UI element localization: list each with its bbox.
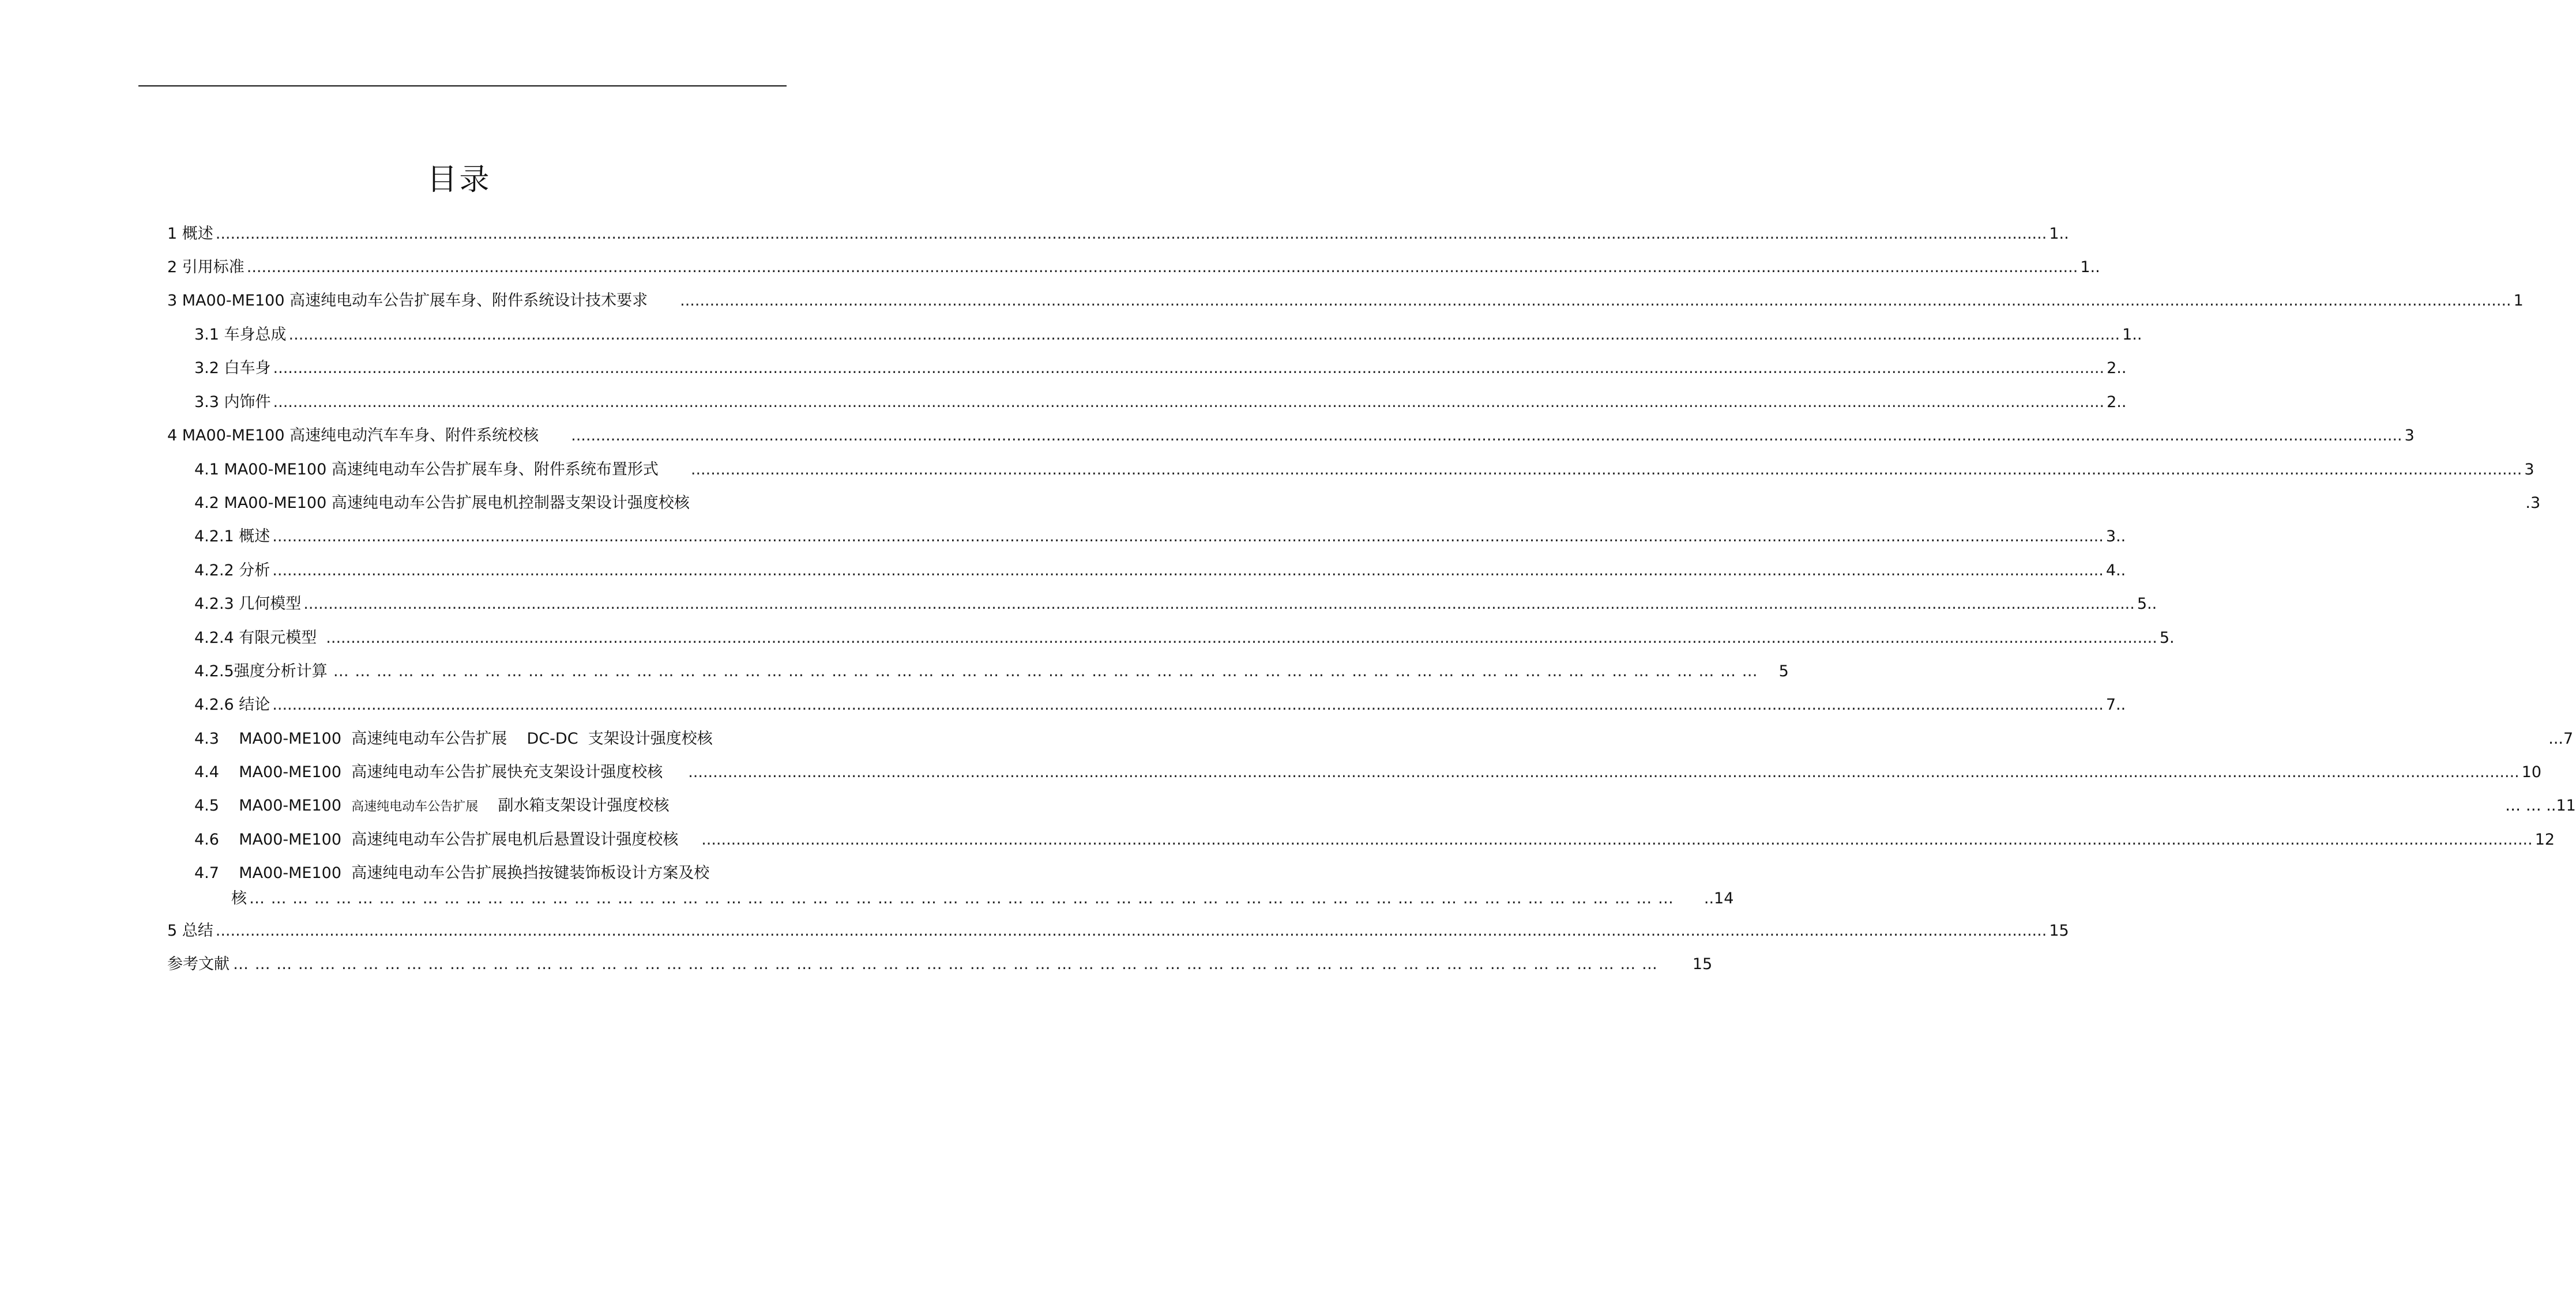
toc-page-number: 1.. [2080, 258, 2100, 276]
toc-page-number: 3 [2404, 427, 2415, 444]
dot-leader: .................................................................................................................................................................................................................................................................................................................................................................................. [215, 922, 2047, 940]
dot-leader: .................................................................................................................................................................................................................................................................................................................................................................................. [688, 763, 2519, 781]
toc-entry-text: 4.7 MA00-ME100 高速纯电动车公告扩展换挡按键装饰板设计方案及校 [194, 864, 710, 882]
toc-entry-4-7[interactable] [0, 862, 1734, 920]
toc-page-number: 5.. [2137, 595, 2157, 613]
toc-page-number: ...7 [2548, 730, 2574, 748]
toc-page-number: 4.. [2105, 562, 2126, 579]
toc-page-number: 15 [1692, 955, 1713, 973]
toc-entry-text: 4.4 MA00-ME100 高速纯电动车公告扩展快充支架设计强度校核 [194, 763, 663, 781]
toc-entry-text: 3.2 白车身 [194, 359, 271, 377]
toc-entry-text: 4.6 MA00-ME100 高速纯电动车公告扩展电机后悬置设计强度校核 [194, 831, 679, 849]
dot-leader: .................................................................................................................................................................................................................................................................................................................................................................................. [701, 831, 2533, 849]
ellipsis-leader: … … … … … … … … … … … … … … … … … … … … … … … … … … … … … … … … … … … … … … … … … … … … … … … … … … … … … … … … … … … … … … … … … … [249, 890, 1674, 907]
toc-entry-2[interactable] [0, 256, 2100, 279]
toc-page-number: 5. [2159, 629, 2175, 647]
dot-leader: .................................................................................................................................................................................................................................................................................................................................................................................. [272, 696, 2104, 714]
toc-page-number: .3 [2525, 494, 2541, 512]
toc-entry-text: 4.2.2 分析 [194, 562, 270, 579]
dot-leader: .................................................................................................................................................................................................................................................................................................................................................................................. [288, 326, 2120, 344]
toc-entry-3-3[interactable] [0, 391, 2127, 414]
toc-entry-4-4[interactable] [0, 761, 2542, 784]
toc-entry-text: 3.3 内饰件 [194, 393, 271, 411]
toc-entry-4-2-1[interactable] [0, 525, 2126, 548]
toc-entry-4-2-3[interactable] [0, 593, 2157, 616]
toc-entry-text: 4.2.6 结论 [194, 696, 270, 714]
toc-entry-text: 4.2.1 概述 [194, 527, 270, 545]
dot-leader: .................................................................................................................................................................................................................................................................................................................................................................................. [690, 461, 2522, 478]
dot-leader: .................................................................................................................................................................................................................................................................................................................................................................................. [303, 595, 2135, 613]
dot-leader: .................................................................................................................................................................................................................................................................................................................................................................................. [272, 527, 2104, 545]
toc-entry-4[interactable] [0, 424, 2415, 447]
toc-entry-5[interactable] [0, 920, 2069, 943]
toc-page-number: ..14 [1703, 890, 1734, 907]
ellipsis-leader: … … … … … … … … … … … … … … … … … … … … … … … … … … … … … … … … … … … … … … … … … … … … … … … … … … … … … … … … … … … … … … … … … … [233, 955, 1658, 973]
toc-entry-text: 2 引用标准 [167, 258, 245, 276]
toc-entry-text: 4.3 MA00-ME100 高速纯电动车公告扩展 DC-DC 支架设计强度校核 [194, 730, 713, 748]
toc-entry-text: 3.1 车身总成 [194, 326, 287, 344]
toc-entry-4-2-6[interactable] [0, 694, 2126, 717]
toc-page-number: 5 [1778, 662, 1789, 680]
toc-entry-text: 参考文献 [167, 955, 230, 973]
toc-entry-3[interactable] [0, 289, 2524, 312]
toc-page-number: 1.. [2122, 326, 2142, 344]
toc-entry-4-5[interactable] [0, 794, 2576, 817]
dot-leader: .................................................................................................................................................................................................................................................................................................................................................................................. [246, 258, 2078, 276]
toc-entry-text: 4.2 MA00-ME100 高速纯电动车公告扩展电机控制器支架设计强度校核 [194, 494, 690, 512]
toc-entry-text: 3 MA00-ME100 高速纯电动车公告扩展车身、附件系统设计技术要求 [167, 292, 648, 310]
toc-entry-text-continued: 核 [231, 890, 247, 907]
dot-leader: .................................................................................................................................................................................................................................................................................................................................................................................. [215, 225, 2047, 243]
toc-entry-text: 4.5 MA00-ME100 [194, 797, 352, 815]
page-title: 目录 [427, 163, 492, 197]
toc-page-number: 2.. [2107, 393, 2127, 411]
toc-page-number: 2.. [2107, 359, 2127, 377]
toc-page-number: 15 [2049, 922, 2069, 940]
toc-entry-references[interactable] [0, 953, 1713, 976]
toc-page-number: … … ..11 [2505, 797, 2576, 815]
toc-entry-text: 1 概述 [167, 225, 213, 243]
toc-entry-text: 5 总结 [167, 922, 213, 940]
toc-entry-text-small: 高速纯电动车公告扩展 [351, 800, 479, 814]
toc-entry-4-2-4[interactable] [0, 627, 2175, 650]
dot-leader: .................................................................................................................................................................................................................................................................................................................................................................................. [571, 427, 2402, 444]
toc-page-number: 7.. [2105, 696, 2126, 714]
toc-entry-text: 4.2.4 有限元模型 [194, 629, 317, 647]
toc-page-number: 1.. [2049, 225, 2069, 243]
toc-entry-3-2[interactable] [0, 357, 2127, 380]
dot-leader: .................................................................................................................................................................................................................................................................................................................................................................................. [273, 393, 2105, 411]
toc-page-number: 12 [2534, 831, 2555, 849]
toc-entry-text: 4.2.3 几何模型 [194, 595, 302, 613]
toc-entry-text: 4.2.5强度分析计算 [194, 662, 328, 680]
toc-entry-1[interactable] [0, 223, 2069, 246]
toc-page-number: 10 [2521, 763, 2542, 781]
toc-page-number: 3.. [2105, 527, 2126, 545]
toc-entry-text-tail: 副水箱支架设计强度校核 [478, 797, 670, 815]
toc-entry-text: 4 MA00-ME100 高速纯电动汽车车身、附件系统校核 [167, 427, 539, 444]
ellipsis-leader: … … … … … … … … … … … … … … … … … … … … … … … … … … … … … … … … … … … … … … … … … … … … … … … … … … … … … … … … … … … … … … … … … … [333, 662, 1758, 680]
toc-entry-4-1[interactable] [0, 458, 2534, 481]
toc-entry-4-2[interactable] [0, 492, 2541, 515]
toc-entry-4-2-5[interactable] [0, 660, 1789, 683]
dot-leader: .................................................................................................................................................................................................................................................................................................................................................................................. [326, 629, 2157, 647]
toc-page-number: 3 [2524, 461, 2534, 478]
toc-entry-4-2-2[interactable] [0, 559, 2126, 582]
toc-entry-text: 4.1 MA00-ME100 高速纯电动车公告扩展车身、附件系统布置形式 [194, 461, 659, 478]
toc-entry-4-6[interactable] [0, 828, 2555, 851]
dot-leader: .................................................................................................................................................................................................................................................................................................................................................................................. [273, 359, 2105, 377]
toc-entry-4-3[interactable] [0, 728, 2574, 751]
dot-leader: .................................................................................................................................................................................................................................................................................................................................................................................. [680, 292, 2511, 310]
toc-page-number: 1 [2513, 292, 2524, 310]
toc-entry-3-1[interactable] [0, 323, 2142, 346]
dot-leader: .................................................................................................................................................................................................................................................................................................................................................................................. [272, 562, 2104, 579]
